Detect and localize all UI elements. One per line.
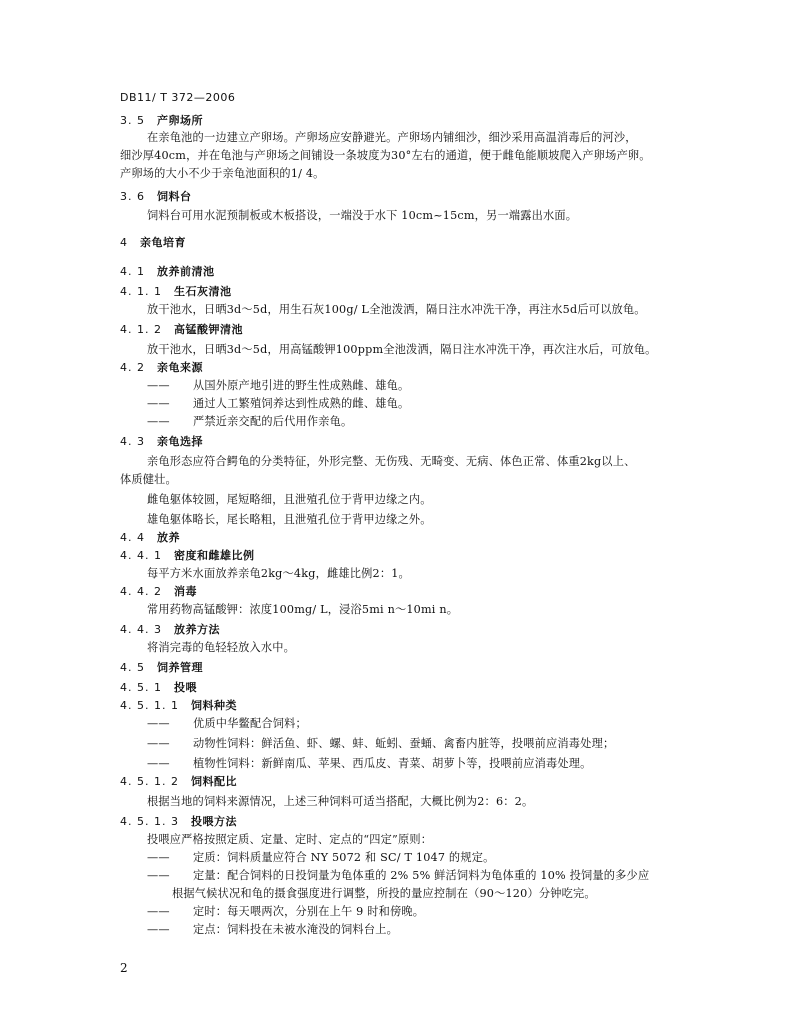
section-heading: [120, 361, 203, 375]
section-heading: [120, 265, 215, 279]
paragraph-line: 根据当地的饲料来源情况，上述三种饲料可适当搭配，大概比例为2：6：2。: [147, 795, 534, 808]
paragraph-line: 放干池水，日晒3d～5d，用高锰酸钾100ppm全池泼洒，隔日注水冲洗干净，再次注水后，可放龟。: [147, 343, 657, 356]
list-item-text: 植物性饲料：新鲜南瓜、苹果、西瓜皮、青菜、胡萝卜等，投喂前应消毒处理。: [193, 757, 592, 770]
list-item-text: 优质中华鳖配合饲料；: [193, 717, 307, 730]
section-title: 亲龟来源: [157, 361, 203, 374]
section-title: 生石灰清池: [173, 285, 232, 298]
section-title: 消毒: [173, 585, 197, 598]
list-item-text: 动物性饲料：鲜活鱼、虾、螺、蚌、蚯蚓、蚕蛹、禽畜内脏等，投喂前应消毒处理；: [193, 737, 615, 750]
section-heading: [120, 114, 203, 128]
section-heading: [120, 699, 237, 713]
list-item: [147, 905, 424, 919]
section-number: 4. 5. 1. 1: [120, 699, 179, 712]
section-number: 4. 4: [120, 531, 145, 544]
section-heading: [120, 775, 237, 789]
section-title: 亲龟培育: [140, 236, 186, 249]
paragraph-line: 常用药物高锰酸钾：浓度100mg/ L，浸浴5mi n～10mi n。: [147, 603, 459, 616]
list-item: [147, 851, 494, 865]
section-title: 高锰酸钾清池: [173, 323, 243, 336]
paragraph-line: 放干池水，日晒3d～5d，用生石灰100g/ L全池泼洒，隔日注水冲洗干净，再注水5d后可以放龟。: [147, 303, 646, 316]
list-item-text: 从国外原产地引进的野生性成熟雌、雄龟。: [193, 379, 410, 392]
list-dash: ——: [147, 397, 170, 410]
section-heading: [120, 190, 192, 204]
section-title: 饲料配比: [190, 775, 237, 788]
list-dash: ——: [147, 737, 170, 750]
list-item-text: 定时：每天喂两次，分别在上午 9 时和傍晚。: [193, 905, 425, 918]
section-heading: [120, 815, 237, 829]
paragraph-line: 将消完毒的龟轻轻放入水中。: [147, 641, 296, 654]
section-number: 4. 2: [120, 361, 145, 374]
list-dash: ——: [147, 717, 170, 730]
list-item-text: 定质：饲料质量应符合 NY 5072 和 SC/ T 1047 的规定。: [193, 851, 495, 864]
section-number: 4. 4. 1: [120, 549, 162, 562]
section-number: 4. 5: [120, 661, 145, 674]
section-number: 3. 5: [120, 114, 145, 127]
section-title: 饲料种类: [190, 699, 237, 712]
section-title: 产卵场所: [157, 114, 203, 127]
paragraph-continuation: 根据气候状况和龟的摄食强度进行调整，所投的量应控制在（90～120）分钟吃完。: [172, 887, 596, 900]
section-number: 4. 5. 1: [120, 681, 162, 694]
section-number: 4. 4. 3: [120, 623, 162, 636]
section-number: 4. 1: [120, 265, 145, 278]
list-item: [147, 869, 649, 883]
section-heading: [120, 236, 186, 250]
section-title: 饲料台: [157, 190, 192, 203]
paragraph-line: 在亲龟池的一边建立产卵场。产卵场应安静避光。产卵场内铺细沙，细沙采用高温消毒后的河沙，: [147, 131, 637, 144]
section-heading: [120, 435, 203, 449]
section-number: 3. 6: [120, 190, 145, 203]
section-heading: [120, 285, 231, 299]
list-item: [147, 717, 307, 731]
section-heading: [120, 323, 243, 337]
paragraph-line: 每平方米水面放养亲龟2kg～4kg，雌雄比例2：1。: [147, 567, 410, 580]
paragraph-continuation: 细沙厚40cm，并在龟池与产卵场之间铺设一条坡度为30°左右的通道，便于雌龟能顺坡爬入产卵场产卵。: [120, 149, 651, 162]
section-title: 亲龟选择: [157, 435, 203, 448]
section-number: 4. 4. 2: [120, 585, 162, 598]
section-heading: [120, 585, 197, 599]
section-title: 放养方法: [173, 623, 220, 636]
section-heading: [120, 623, 220, 637]
section-title: 投喂: [173, 681, 197, 694]
section-number: 4. 5. 1. 3: [120, 815, 179, 828]
list-item: [147, 397, 409, 411]
section-title: 密度和雌雄比例: [173, 549, 255, 562]
section-number: 4. 3: [120, 435, 145, 448]
document-code: DB11/ T 372—2006: [120, 91, 236, 104]
list-dash: ——: [147, 923, 170, 936]
paragraph-line: 投喂应严格按照定质、定量、定时、定点的“四定”原则：: [147, 833, 433, 846]
paragraph-continuation: 产卵场的大小不少于亲龟池面积的1/ 4。: [120, 167, 325, 180]
list-item: [147, 415, 352, 429]
page-number: 2: [120, 961, 128, 975]
paragraph-line: 雌龟躯体较圆，尾短略细，且泄殖孔位于背甲边缘之内。: [147, 493, 432, 506]
section-heading: [120, 549, 254, 563]
list-item: [147, 923, 398, 937]
section-number: 4. 5. 1. 2: [120, 775, 179, 788]
list-dash: ——: [147, 757, 170, 770]
section-heading: [120, 531, 180, 545]
section-title: 饲养管理: [157, 661, 203, 674]
list-item: [147, 757, 592, 771]
list-dash: ——: [147, 905, 170, 918]
section-number: 4. 1. 1: [120, 285, 162, 298]
list-dash: ——: [147, 415, 170, 428]
section-heading: [120, 681, 197, 695]
paragraph-continuation: 体质健壮。: [120, 473, 177, 486]
paragraph-line: 亲龟形态应符合鳄龟的分类特征，外形完整、无伤残、无畸变、无病、体色正常、体重2kg以上、: [147, 455, 636, 468]
section-heading: [120, 661, 203, 675]
list-item: [147, 737, 614, 751]
section-title: 投喂方法: [190, 815, 237, 828]
paragraph-line: 雄龟躯体略长，尾长略粗，且泄殖孔位于背甲边缘之外。: [147, 513, 432, 526]
list-item-text: 定点：饲料投在未被水淹没的饲料台上。: [193, 923, 398, 936]
list-item-text: 通过人工繁殖饲养达到性成熟的雌、雄龟。: [193, 397, 410, 410]
section-number: 4. 1. 2: [120, 323, 162, 336]
list-dash: ——: [147, 851, 170, 864]
section-title: 放养前清池: [157, 265, 215, 278]
list-dash: ——: [147, 379, 170, 392]
list-dash: ——: [147, 869, 170, 882]
list-item: [147, 379, 409, 393]
section-number: 4: [120, 236, 128, 249]
section-title: 放养: [157, 531, 180, 544]
list-item-text: 定量：配合饲料的日投饲量为龟体重的 2% 5% 鲜活饲料为龟体重的 10% 投饲量的多少应: [193, 869, 650, 882]
list-item-text: 严禁近亲交配的后代用作亲龟。: [193, 415, 353, 428]
paragraph-line: 饲料台可用水泥预制板或木板搭设，一端没于水下 10cm~15cm，另一端露出水面。: [147, 209, 578, 222]
